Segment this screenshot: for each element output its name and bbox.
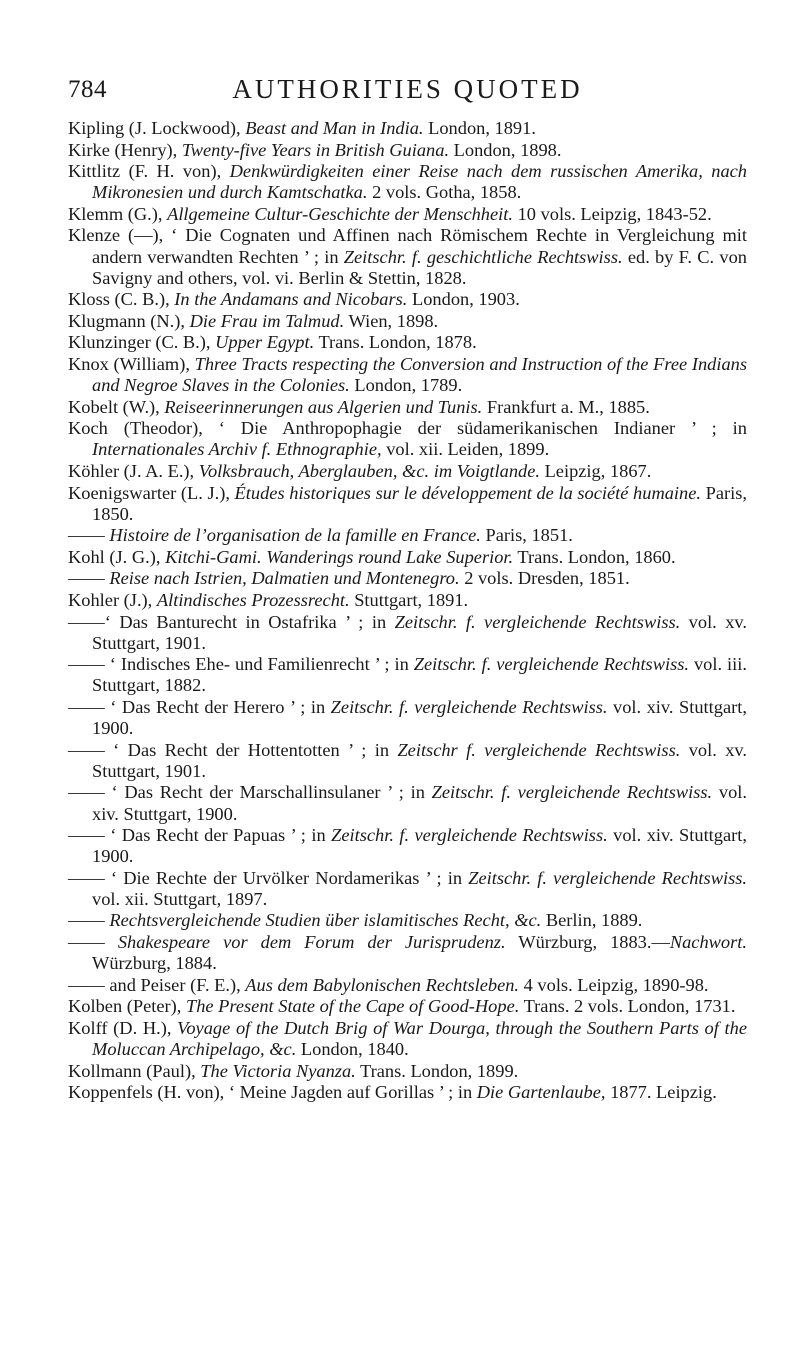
entry-title-text: Twenty-five Years in British Guiana. [181, 139, 450, 160]
entry-text: Köhler (J. A. E.), [68, 461, 199, 481]
bibliography-entry [68, 397, 747, 418]
entry-title-text: Zeitschr. f. vergleichende Rechtswiss. [413, 654, 689, 675]
bibliography-entry [68, 354, 747, 396]
entry-text: Kirke (Henry), [68, 139, 182, 160]
entry-title-text: Aus dem Babylonischen Rechtsleben. [245, 974, 520, 995]
bibliography-entry [68, 332, 747, 353]
bibliography-entry [68, 483, 747, 525]
entry-text: Kohler (J.), [68, 590, 157, 611]
bibliography-entry [68, 140, 747, 161]
entry-text: Trans. London, 1878. [314, 332, 477, 353]
entry-text: Trans. London, 1860. [513, 546, 676, 567]
entry-text: Kittlitz (F. H. von), [68, 161, 230, 182]
entry-text: —— [68, 932, 118, 953]
entry-title-text: Allgemeine Cultur-Geschichte der Menschheit. [167, 203, 513, 224]
entry-text: —— ‘ Das Recht der Marschallinsulaner ’ ; in [68, 782, 432, 803]
entry-text: Kobelt (W.), [68, 396, 165, 417]
entry-title-text: Die Gartenlaube, [476, 1082, 606, 1103]
entry-text: London, 1840. [296, 1039, 409, 1060]
entry-text: London, 1789. [349, 375, 463, 396]
entry-text: London, 1891. [423, 118, 536, 138]
entry-text: vol. xv. Stuttgart, 1901. [92, 611, 748, 653]
entry-title-text: The Present State of the Cape of Good-Hope. [185, 996, 520, 1017]
entry-text: —— and Peiser (F. E.), [68, 974, 246, 995]
entry-title-text: Rechtsvergleichende Studien über islamitisches Recht, &c. [109, 910, 542, 931]
bibliography-entry [68, 612, 747, 654]
running-title: AUTHORITIES QUOTED [232, 74, 583, 104]
entry-text: —— [68, 568, 110, 589]
entry-title-text: In the Andamans and Nicobars. [174, 289, 408, 310]
entry-text: Wien, 1898. [344, 310, 439, 331]
entry-text: Koenigswarter (L. J.), [68, 482, 235, 503]
entry-title-text: Internationales Archiv f. Ethnographie, [92, 439, 382, 460]
entry-text: London, 1903. [407, 289, 520, 310]
entry-title-text: Zeitschr. f. vergleichende Rechtswiss. [468, 867, 747, 888]
entry-text: Stuttgart, 1891. [349, 590, 469, 611]
entry-text: Klenze (—), ‘ Die Cognaten und Affinen nach Römischem Rechte in Vergleichung mit andern verwandten Rechten ’ ; in [68, 225, 747, 267]
entry-text: vol. xiv. Stuttgart, 1900. [92, 825, 747, 867]
entry-title-text: Reiseerinnerungen aus Algerien und Tunis. [164, 396, 483, 417]
bibliography-entry [68, 590, 747, 611]
entry-text: Koch (Theodor), ‘ Die Anthropophagie der südamerikanischen Indianer ’ ; in [68, 418, 747, 439]
entry-text: —— [68, 910, 110, 931]
bibliography-entry [68, 525, 747, 546]
entry-title-text: Zeitschr. f. vergleichende Rechtswiss. [331, 825, 608, 846]
bibliography-entry [68, 868, 747, 910]
entry-text: vol. xiv. Stuttgart, 1900. [92, 782, 747, 824]
entry-text: —— [68, 525, 110, 546]
entry-text: Klunzinger (C. B.), [68, 332, 216, 353]
entry-text: Kohl (J. G.), [68, 546, 166, 567]
bibliography-entry [68, 461, 747, 482]
entry-text: vol. xv. Stuttgart, 1901. [92, 739, 747, 781]
bibliography-entry [68, 782, 747, 824]
bibliography-entry [68, 932, 747, 974]
entry-title-text: Voyage of the Dutch Brig of War Dourga, through the Southern Parts of the Moluccan Archipelago, &c. [92, 1017, 747, 1060]
entry-title-text: Zeitschr. f. vergleichende Rechtswiss. [394, 611, 681, 632]
bibliography-entry [68, 697, 747, 739]
bibliography-entry [68, 1018, 747, 1060]
entry-text: Kollmann (Paul), [68, 1060, 201, 1081]
bibliography-entry [68, 975, 747, 996]
entry-text: vol. xii. Stuttgart, 1897. [92, 888, 268, 909]
entry-text: Kolff (D. H.), [68, 1017, 178, 1038]
entry-title-text: Kitchi-Gami. Wanderings round Lake Superior. [165, 546, 514, 567]
entry-text: Klemm (G.), [68, 203, 168, 224]
entry-title-text: Die Frau im Talmud. [189, 310, 345, 331]
entry-title-text: Altindisches Prozessrecht. [156, 590, 350, 611]
entry-text: —— ‘ Das Recht der Herero ’ ; in [68, 697, 331, 718]
entry-title-text: Shakespeare vor dem Forum der Jurisprudenz. [117, 932, 506, 953]
entry-title-text: Zeitschr f. vergleichende Rechtswiss. [397, 739, 681, 760]
bibliography-entry [68, 996, 747, 1017]
bibliography-entry [68, 311, 747, 332]
entry-text: Trans. London, 1899. [355, 1060, 519, 1081]
entry-text: vol. iii. Stuttgart, 1882. [92, 654, 747, 696]
entry-text: Paris, 1850. [92, 482, 747, 524]
bibliography-entry [68, 204, 747, 225]
running-head [68, 0, 747, 118]
entry-title-text: Zeitschr. f. vergleichende Rechtswiss. [431, 782, 713, 803]
entry-text: Klugmann (N.), [68, 310, 190, 331]
bibliography-entry [68, 225, 747, 288]
bibliography-entry [68, 547, 747, 568]
entry-text: Leipzig, 1867. [539, 461, 652, 481]
bibliography-entry [68, 1082, 747, 1103]
entry-text: —— ‘ Die Rechte der Urvölker Nordamerikas ’ ; in [68, 867, 469, 888]
entry-text: Koppenfels (H. von), ‘ Meine Jagden auf Gorillas ’ ; in [68, 1082, 477, 1103]
entry-text: vol. xiv. Stuttgart, 1900. [92, 697, 747, 739]
entry-text: Trans. 2 vols. London, 1731. [519, 996, 736, 1017]
entry-text: Kloss (C. B.), [68, 289, 175, 310]
entry-text: London, 1898. [449, 139, 562, 160]
bibliography-entry [68, 161, 747, 203]
entry-text: 1877. Leipzig. [605, 1082, 717, 1103]
bibliography-entry [68, 418, 747, 460]
entry-title-text: Histoire de l’organisation de la famille en France. [109, 525, 481, 546]
entry-title-text: Zeitschr. f. geschichtliche Rechtswiss. [343, 246, 623, 267]
bibliography-entry [68, 910, 747, 931]
entry-text: 4 vols. Leipzig, 1890-98. [519, 974, 709, 995]
entry-text: Paris, 1851. [480, 525, 573, 546]
page-number: 784 [68, 76, 107, 103]
entry-text: vol. xii. Leiden, 1899. [381, 439, 550, 460]
entry-text: ——‘ Das Banturecht in Ostafrika ’ ; in [68, 611, 395, 632]
entry-text: —— ‘ Das Recht der Hottentotten ’ ; in [68, 739, 398, 760]
entry-text: Kipling (J. Lockwood), [68, 118, 246, 138]
entry-text: Kolben (Peter), [68, 996, 186, 1017]
bibliography-entry [68, 118, 747, 139]
entry-title-text: Volksbrauch, Aberglauben, &c. im Voigtlande. [198, 461, 540, 481]
bibliography-entry [68, 740, 747, 782]
entry-text: Berlin, 1889. [541, 910, 643, 931]
entry-text: Knox (William), [68, 354, 195, 375]
entry-text: —— ‘ Das Recht der Papuas ’ ; in [68, 825, 332, 846]
entry-text: Würzburg, 1884. [92, 953, 217, 974]
entry-title-text: Upper Egypt. [215, 332, 315, 353]
entry-title-text: Three Tracts respecting the Conversion and Instruction of the Free Indians and Negroe Slaves in the Colonies. [92, 354, 748, 396]
bibliography-entry [68, 568, 747, 589]
entry-title-text: Nachwort. [669, 932, 747, 953]
entry-title-text: Zeitschr. f. vergleichende Rechtswiss. [330, 697, 608, 718]
bibliography-entry [68, 289, 747, 310]
entry-text: —— ‘ Indisches Ehe- und Familienrecht ’ ; in [68, 654, 414, 675]
entry-text: Würzburg, 1883.— [505, 932, 670, 953]
entry-text: 10 vols. Leipzig, 1843-52. [512, 203, 712, 224]
entry-title-text: Études historiques sur le développement de la société humaine. [234, 482, 701, 503]
bibliography-entry [68, 654, 747, 696]
entry-title-text: Beast and Man in India. [245, 118, 424, 138]
entry-text: Frankfurt a. M., 1885. [482, 396, 650, 417]
entry-text: ed. by F. C. von Savigny and others, vol. vi. Berlin & Stettin, 1828. [92, 246, 747, 288]
entry-title-text: Reise nach Istrien, Dalmatien und Montenegro. [109, 568, 460, 589]
bibliography-entry [68, 825, 747, 867]
entry-title-text: Denkwürdigkeiten einer Reise nach dem russischen Amerika, nach Mikronesien und durch Kamtschatka. [92, 161, 748, 203]
bibliography-list [68, 118, 747, 1103]
entry-text: 2 vols. Dresden, 1851. [459, 568, 630, 589]
entry-text: 2 vols. Gotha, 1858. [367, 182, 522, 203]
entry-title-text: The Victoria Nyanza. [200, 1060, 356, 1081]
bibliography-entry [68, 1061, 747, 1082]
